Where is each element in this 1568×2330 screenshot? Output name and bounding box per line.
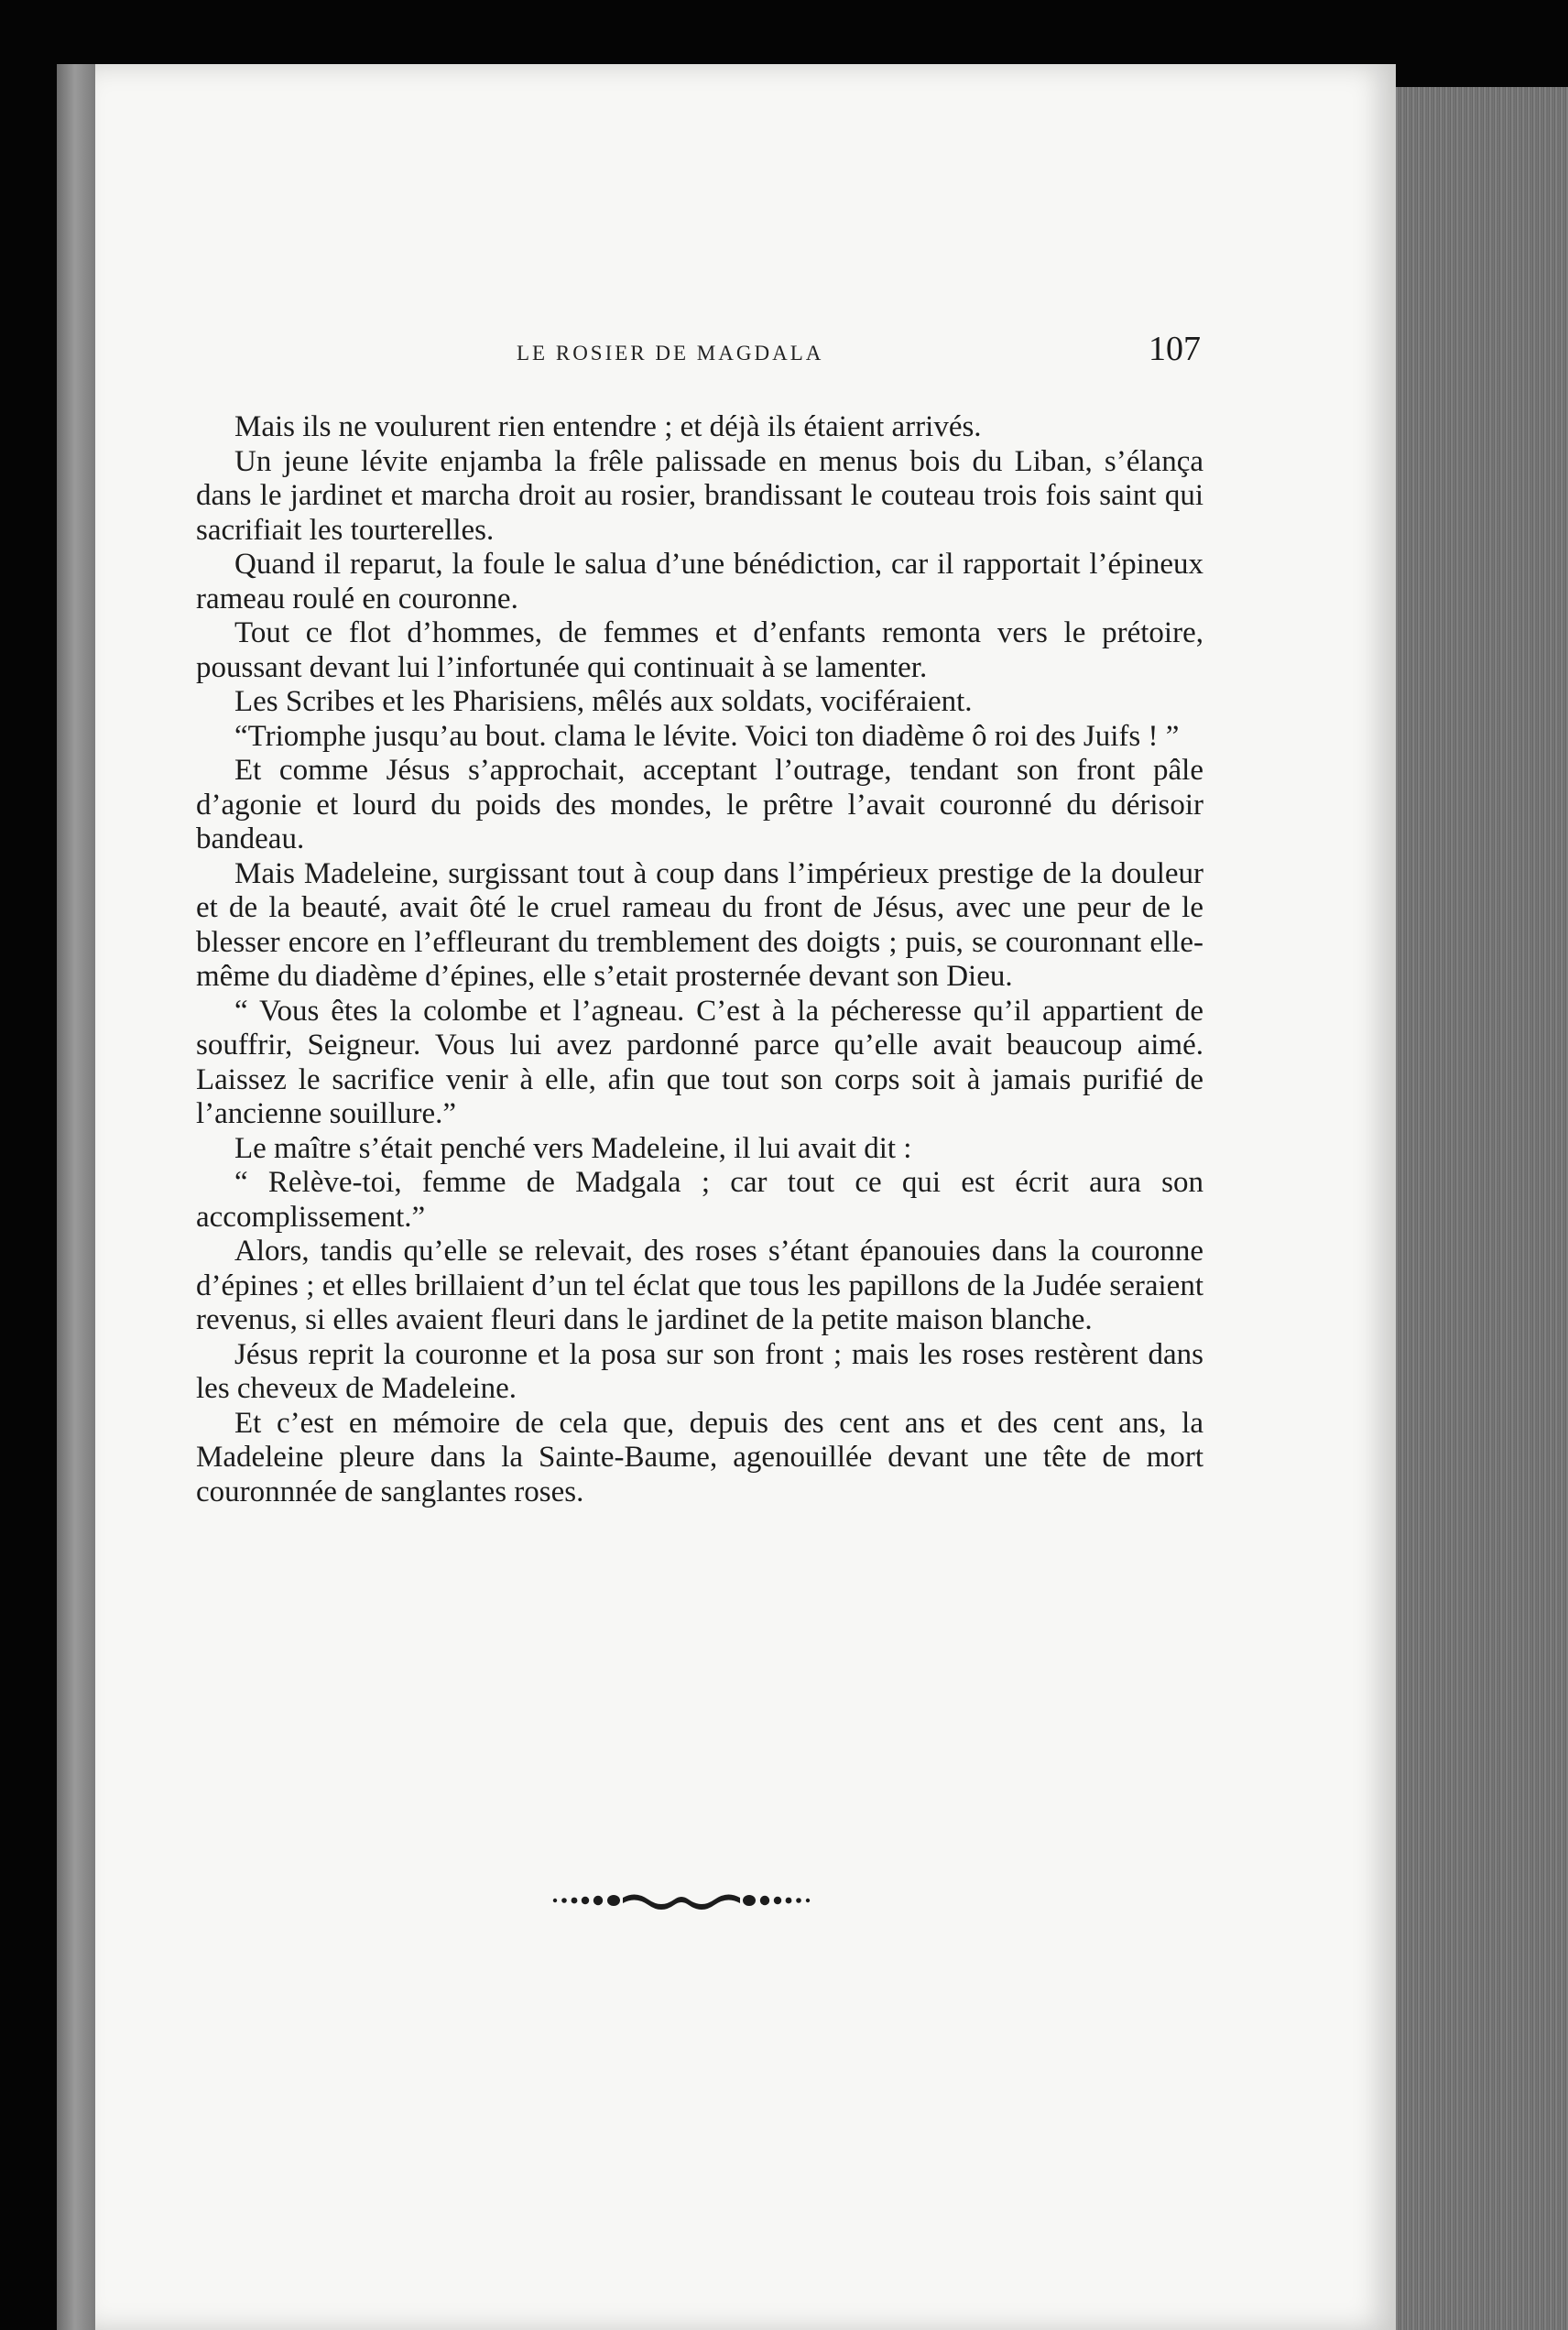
paragraph: Mais Madeleine, surgissant tout à coup dans l’impérieux prestige de la douleur et de la beauté, avait ôté le cruel rameau du front de Jésus, avec une peur de le blesser encore en l’effleurant du tremblement des doigts ; puis, se couronnant elle-même du diadème d’épines, elle s’etait prosternée devant son Dieu. bbox=[196, 856, 1203, 993]
paragraph: “ Relève-toi, femme de Madgala ; car tout ce qui est écrit aura son accomplissement.” bbox=[196, 1166, 1203, 1234]
book-page-edges bbox=[1378, 87, 1568, 2330]
paragraph: Et comme Jésus s’approchait, acceptant l’outrage, tendant son front pâle d’agonie et lourd du poids des mondes, le prêtre l’avait couronné du dérisoir bandeau. bbox=[196, 754, 1203, 855]
paragraph: “Triomphe jusqu’au bout. clama le lévite. Voici ton diadème ô roi des Juifs ! ” bbox=[234, 719, 1180, 753]
paragraph: Les Scribes et les Pharisiens, mêlés aux soldats, vociféraient. bbox=[234, 685, 973, 718]
running-head bbox=[95, 325, 1396, 380]
paragraph: Et c’est en mémoire de cela que, depuis des cent ans et des cent ans, la Madeleine pleure dans la Sainte-Baume, agenouillée devant une tête de mort couronnnée de sanglantes roses. bbox=[196, 1406, 1203, 1508]
paragraph: Alors, tandis qu’elle se relevait, des roses s’étant épanouies dans la couronne d’épines ; et elles brillaient d’un tel éclat que tous les papillons de la Judée seraient revenus, si elles avaient fleuri dans le jardinet de la petite maison blanche. bbox=[196, 1235, 1203, 1336]
paragraph: Quand il reparut, la foule le salua d’une bénédiction, car il rapportait l’épineux rameau roulé en couronne. bbox=[196, 548, 1203, 615]
book-page bbox=[95, 64, 1396, 2330]
vignette-ornament-icon bbox=[544, 1887, 819, 1914]
body-text bbox=[196, 410, 1203, 1509]
paragraph: Un jeune lévite enjamba la frêle palissade en menus bois du Liban, s’élança dans le jardinet et marcha droit au rosier, brandissant le couteau trois fois saint qui sacrifiait les tourterelles. bbox=[196, 444, 1203, 547]
paragraph: Jésus reprit la couronne et la posa sur son front ; mais les roses restèrent dans les cheveux de Madeleine. bbox=[196, 1337, 1203, 1405]
paragraph: Mais ils ne voulurent rien entendre ; et déjà ils étaient arrivés. bbox=[234, 410, 982, 443]
running-title: LE ROSIER DE MAGDALA bbox=[517, 342, 824, 365]
paragraph: Tout ce flot d’hommes, de femmes et d’enfants remonta vers le prétoire, poussant devant lui l’infortunée qui continuait à se lamenter. bbox=[196, 616, 1203, 684]
paragraph: Le maître s’était penché vers Madeleine, il lui avait dit : bbox=[234, 1131, 912, 1165]
paragraph: “ Vous êtes la colombe et l’agneau. C’est à la pécheresse qu’il appartient de souffrir, Seigneur. Vous lui avez pardonné parce qu’elle avait beaucoup aimé. Laissez le sacrifice venir à elle, afin que tout son corps soit à jamais purifié de l’ancienne souillure.” bbox=[196, 994, 1203, 1130]
page-number: 107 bbox=[1149, 330, 1201, 368]
book-left-edge bbox=[57, 64, 97, 2330]
